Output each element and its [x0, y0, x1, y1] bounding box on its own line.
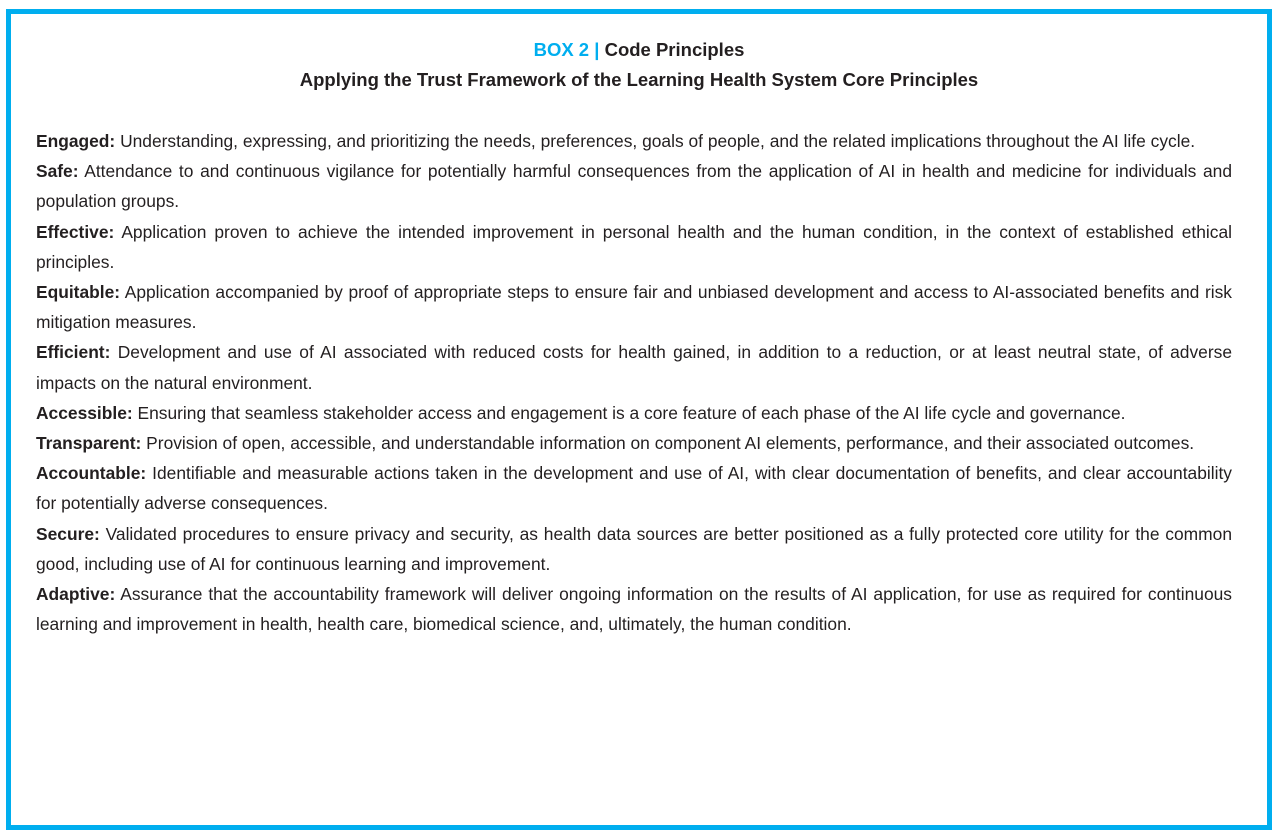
- box-header: [11, 35, 1267, 95]
- title-separator: |: [589, 39, 605, 60]
- principle-description: Attendance to and continuous vigilance for potentially harmful consequences from the application of AI in health and medicine for individuals and population groups.: [36, 161, 1232, 212]
- principle-term: Accountable:: [36, 463, 147, 484]
- principle-adaptive: [36, 579, 1232, 639]
- principle-description: Provision of open, accessible, and understandable information on component AI elements, performance, and their associated outcomes.: [141, 433, 1195, 454]
- principle-term: Accessible:: [36, 402, 133, 423]
- box-subtitle: Applying the Trust Framework of the Learning Health System Core Principles: [299, 69, 979, 90]
- principle-accessible: [36, 398, 1232, 428]
- principle-term: Engaged:: [36, 131, 116, 151]
- principle-description: Ensuring that seamless stakeholder access and engagement is a core feature of each phase of the AI life cycle and governance.: [132, 402, 1126, 423]
- principle-equitable: [36, 277, 1232, 337]
- principle-term: Equitable:: [36, 282, 121, 303]
- principle-term: Effective:: [36, 221, 115, 242]
- principle-engaged: [36, 126, 1232, 156]
- principle-term: Transparent:: [36, 433, 142, 454]
- principle-description: Understanding, expressing, and prioritizing the needs, preferences, goals of people, and the related implications throughout the AI life cycle.: [115, 131, 1196, 151]
- principle-description: Application accompanied by proof of appropriate steps to ensure fair and unbiased development and access to AI-associated benefits and risk mitigation measures.: [36, 282, 1232, 333]
- principles-list: [36, 126, 1232, 639]
- principle-accountable: [36, 458, 1232, 518]
- box-label: BOX 2: [533, 39, 590, 60]
- principle-term: Safe:: [36, 161, 79, 182]
- principle-term: Adaptive:: [36, 584, 116, 605]
- box-title: Code Principles: [604, 39, 745, 60]
- principle-transparent: [36, 428, 1232, 458]
- principle-description: Development and use of AI associated with reduced costs for health gained, in addition to a reduction, or at least neutral state, of adverse impacts on the natural environment.: [36, 342, 1232, 393]
- box-title-line: [11, 35, 1267, 65]
- principle-description: Identifiable and measurable actions taken in the development and use of AI, with clear documentation of benefits, and clear accountability for potentially adverse consequences.: [36, 463, 1232, 514]
- principle-description: Application proven to achieve the intended improvement in personal health and the human condition, in the context of established ethical principles.: [36, 221, 1232, 272]
- principle-description: Validated procedures to ensure privacy and security, as health data sources are better positioned as a fully protected core utility for the common good, including use of AI for continuous learning and improvement.: [36, 523, 1232, 574]
- principle-description: Assurance that the accountability framework will deliver ongoing information on the results of AI application, for use as required for continuous learning and improvement in health, health care, biomedical science, and, ultimately, the human condition.: [36, 584, 1232, 635]
- principle-term: Efficient:: [36, 342, 111, 363]
- principle-efficient: [36, 337, 1232, 397]
- principle-safe: [36, 156, 1232, 216]
- principle-secure: [36, 519, 1232, 579]
- principle-term: Secure:: [36, 523, 100, 544]
- principle-effective: [36, 217, 1232, 277]
